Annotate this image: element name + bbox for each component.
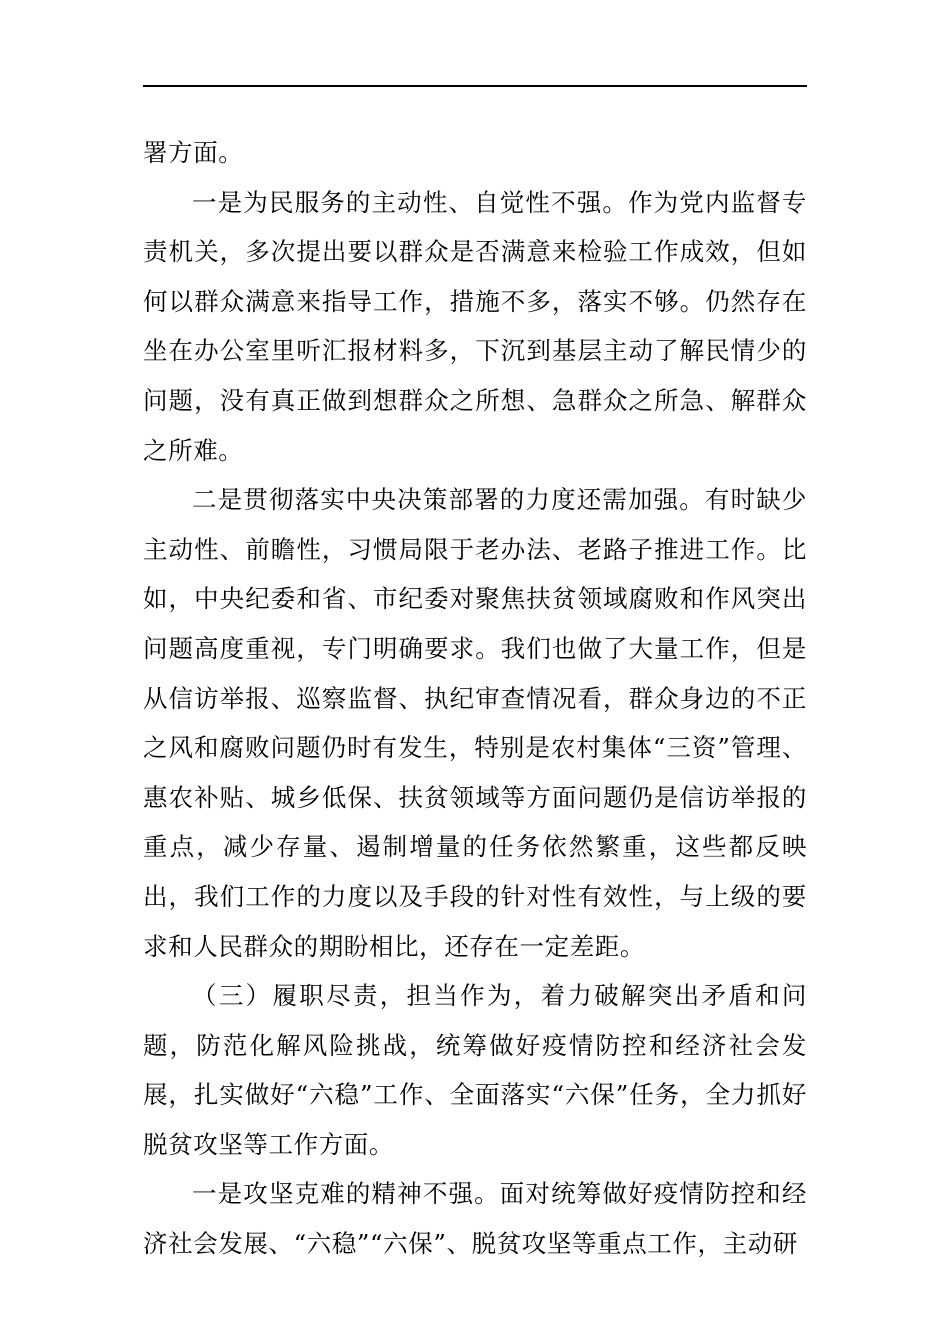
paragraph-tackling-difficulties: 一是攻坚克难的精神不强。面对统筹做好疫情防控和经济社会发展、“六稳”“六保”、脱贫攻坚等重点工作，主动研 <box>143 1179 807 1259</box>
paragraph-service-awareness: 一是为民服务的主动性、自觉性不强。作为党内监督专责机关，多次提出要以群众是否满意来检验工作成效，但如何以群众满意来指导工作，措施不多，落实不够。仍然存在坐在办公室里听汇报材料多，下沉到基层主动了解民情少的问题，没有真正做到想群众之所想、急群众之所急、解群众之所难。 <box>143 187 807 465</box>
paragraph-continuation: 署方面。 <box>143 138 244 167</box>
paragraph-section-three-heading: （三）履职尽责，担当作为，着力破解突出矛盾和问题，防范化解风险挑战，统筹做好疫情防控和经济社会发展，扎实做好“六稳”工作、全面落实“六保”任务，全力抓好脱贫攻坚等工作方面。 <box>143 981 807 1159</box>
paragraph-policy-implementation: 二是贯彻落实中央决策部署的力度还需加强。有时缺少主动性、前瞻性，习惯局限于老办法、老路子推进工作。比如，中央纪委和省、市纪委对聚焦扶贫领域腐败和作风突出问题高度重视，专门明确要求。我们也做了大量工作，但是从信访举报、巡察监督、执纪审查情况看，群众身边的不正之风和腐败问题仍时有发生，特别是农村集体“三资”管理、惠农补贴、城乡低保、扶贫领域等方面问题仍是信访举报的重点，减少存量、遏制增量的任务依然繁重，这些都反映出，我们工作的力度以及手段的针对性有效性，与上级的要求和人民群众的期盼相比，还存在一定差距。 <box>143 485 807 961</box>
document-body <box>143 128 807 1269</box>
header-rule <box>143 85 807 87</box>
